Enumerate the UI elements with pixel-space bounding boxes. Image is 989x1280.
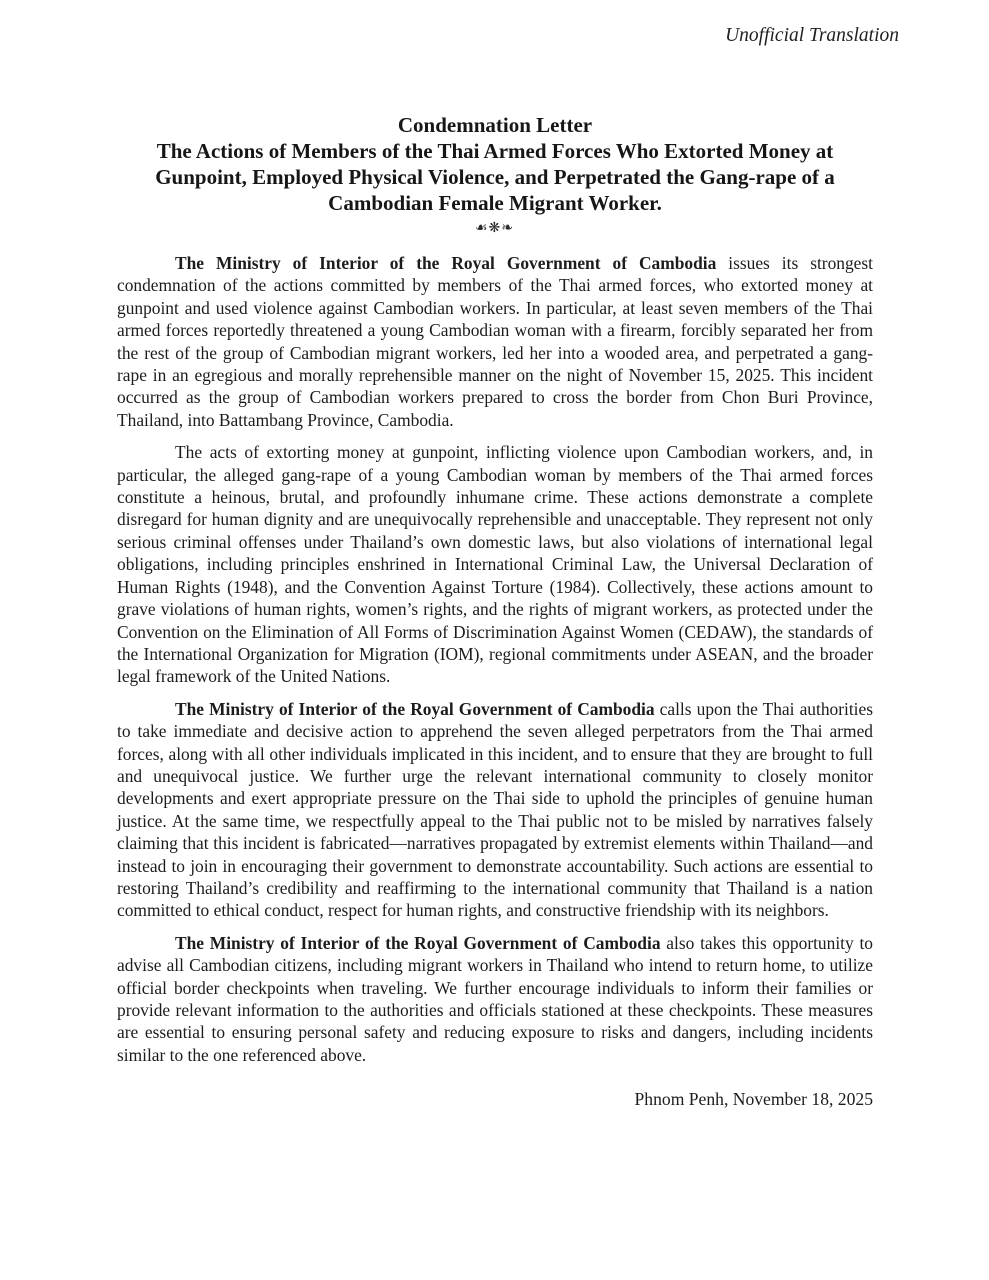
paragraph-lead: The Ministry of Interior of the Royal Government of Cambodia (175, 698, 655, 719)
letter-title-line: Gunpoint, Employed Physical Violence, and Perpetrated the Gang-rape of a (155, 165, 835, 189)
letter-title-line: The Actions of Members of the Thai Armed Forces Who Extorted Money at (156, 139, 834, 163)
letter-title (0, 112, 989, 216)
floral-divider-icon: ☙❋❧ (474, 220, 514, 236)
paragraph-text: calls upon the Thai authorities to take immediate and decisive action to apprehend the seven alleged perpetrators from the Thai armed forces, along with all other individuals implicated in this incident, and to ensure that they are brought to full and unequivocal justice. We further urge the relevant international community to closely monitor developments and exert appropriate pressure on the Thai side to uphold the principles of genuine human justice. At the same time, we respectfully appeal to the Thai public not to be misled by narratives falsely claiming that this incident is fabricated—narratives propagated by extremist elements within Thailand—and instead to join in encouraging their government to demonstrate accountability. Such actions are essential to restoring Thailand’s credibility and reaffirming to the international community that Thailand is a nation committed to ethical conduct, respect for human rights, and constructive friendship with its neighbors. (117, 698, 873, 921)
letter-body (0, 252, 989, 1066)
letter-paragraph (117, 252, 873, 431)
letter-title-line: Condemnation Letter (397, 113, 593, 137)
paragraph-lead: The Ministry of Interior of the Royal Government of Cambodia (175, 932, 661, 953)
paragraph-lead: The Ministry of Interior of the Royal Government of Cambodia (175, 253, 717, 273)
letter-paragraph (117, 932, 873, 1066)
letter-title-line: Cambodian Female Migrant Worker. (328, 191, 662, 215)
paragraph-text: also takes this opportunity to advise all Cambodian citizens, including migrant workers in Thailand who intend to return home, to utilize official border checkpoints when traveling. We further encourage individuals to inform their families or provide relevant information to the authorities and officials stationed at these checkpoints. These measures are essential to ensuring personal safety and reducing exposure to risks and dangers, including incidents similar to the one referenced above. (117, 932, 873, 1065)
place-date-line: Phnom Penh, November 18, 2025 (634, 1089, 873, 1110)
unofficial-translation-note: Unofficial Translation (725, 25, 899, 46)
paragraph-text: issues its strongest condemnation of the actions committed by members of the Thai armed forces, who extorted money at gunpoint and used violence against Cambodian workers. In particular, at least seven members of the Thai armed forces reportedly threatened a young Cambodian woman with a firearm, forcibly separated her from the rest of the group of Cambodian migrant workers, led her into a wooded area, and perpetrated a gang-rape in an egregious and morally reprehensible manner on the night of November 15, 2025. This incident occurred as the group of Cambodian workers prepared to cross the border from Chon Buri Province, Thailand, into Battambang Province, Cambodia. (117, 253, 874, 430)
paragraph-text: The acts of extorting money at gunpoint, inflicting violence upon Cambodian workers, and, in particular, the alleged gang-rape of a young Cambodian woman by members of the Thai armed forces constitute a heinous, brutal, and profoundly inhumane crime. These actions demonstrate a complete disregard for human dignity and are unequivocally reprehensible and unacceptable. They represent not only serious criminal offenses under Thailand’s own domestic laws, but also violations of international legal obligations, including principles enshrined in International Criminal Law, the Universal Declaration of Human Rights (1948), and the Convention Against Torture (1984). Collectively, these actions amount to grave violations of human rights, women’s rights, and the rights of migrant workers, as protected under the Convention on the Elimination of All Forms of Discrimination Against Women (CEDAW), the standards of the International Organization for Migration (IOM), regional commitments under ASEAN, and the broader legal framework of the United Nations. (117, 442, 873, 687)
letter-paragraph (117, 698, 873, 922)
letter-paragraph (117, 441, 873, 687)
